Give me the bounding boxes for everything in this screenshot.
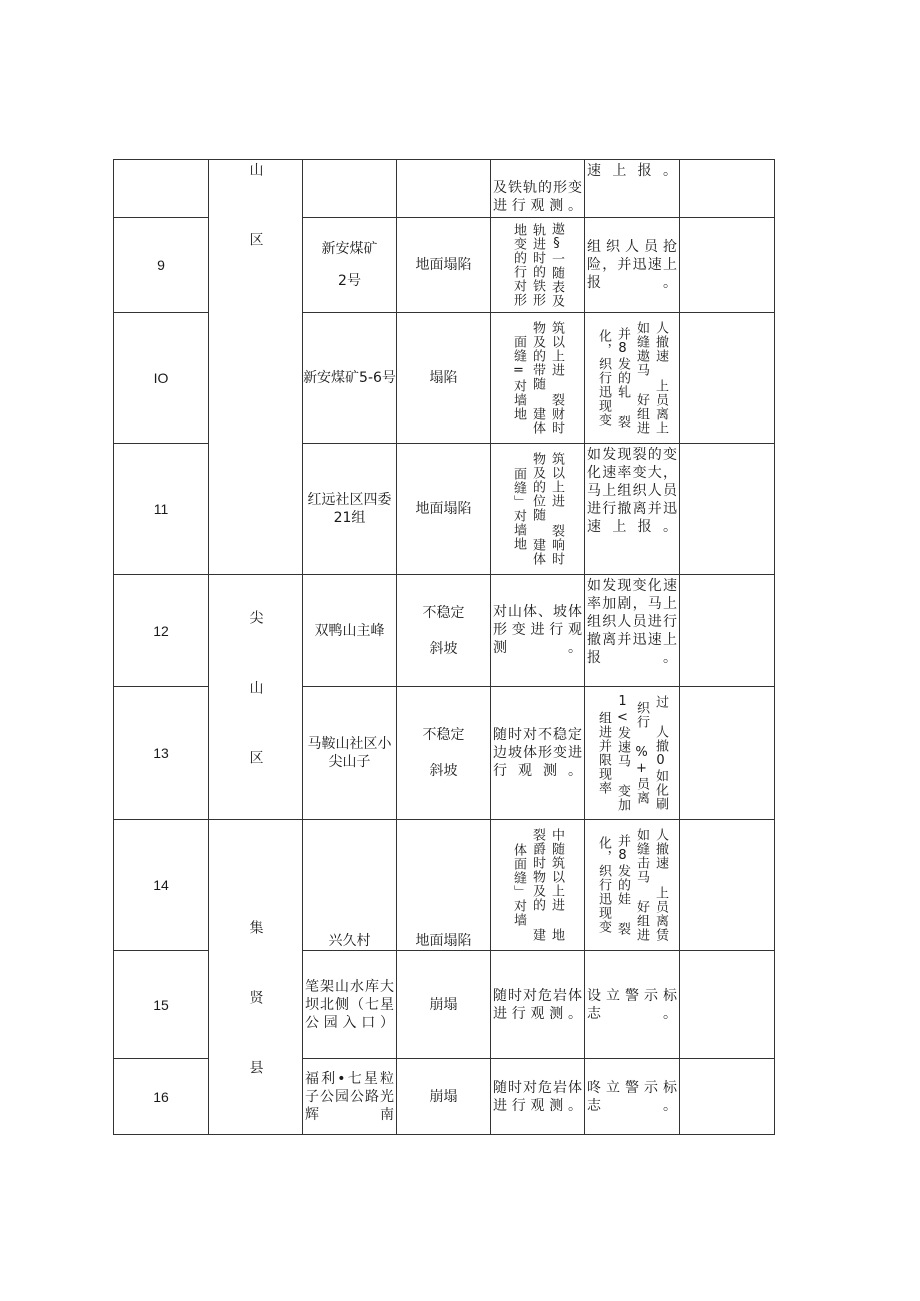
hazard-line: 斜坡	[429, 640, 458, 657]
row-number: IO	[114, 313, 209, 444]
district-label: 集 贤 县	[247, 920, 264, 1094]
location-line: 新安煤矿	[321, 241, 378, 257]
measure-cell	[585, 313, 680, 444]
remark-cell	[680, 444, 775, 575]
row-number: 13	[114, 687, 209, 820]
remark-cell	[680, 218, 775, 313]
location-cell: 新安煤矿5-6号	[303, 313, 397, 444]
measure-cell	[585, 820, 680, 951]
location-cell	[303, 218, 397, 313]
row-number: 12	[114, 575, 209, 687]
row-number: 9	[114, 218, 209, 313]
location-cell: 兴久村	[303, 820, 397, 951]
measure-cell: 咚立警示标志。	[585, 1059, 680, 1135]
monitoring-cell: 随时对不稳定边坡体形变进行观测。	[491, 687, 585, 820]
hazard-cell	[397, 575, 491, 687]
measure-cell: 如发现变化速率加剧，马上组织人员进行撤离并迅速上报。	[585, 575, 680, 687]
monitoring-cell	[491, 313, 585, 444]
monitoring-cell: 及铁轨的形变进行观测。	[491, 160, 585, 218]
measure-cell: 设立警示标志。	[585, 951, 680, 1059]
vertical-text: 遨§一随表及 轨进时的铁形 地变的行对形	[511, 222, 564, 308]
hazard-cell: 塌陷	[397, 313, 491, 444]
hazard-cell: 崩塌	[397, 1059, 491, 1135]
hazard-line: 不稳定	[422, 727, 465, 743]
row-number: 16	[114, 1059, 209, 1135]
district-cell	[209, 575, 303, 820]
remark-cell	[680, 313, 775, 444]
location-cell: 红远社区四委21组	[303, 444, 397, 575]
row-number	[114, 160, 209, 218]
location-cell	[303, 160, 397, 218]
remark-cell	[680, 820, 775, 951]
remark-cell	[680, 687, 775, 820]
district-label: 尖 山 区	[247, 610, 264, 784]
measure-cell: 速上报。	[585, 160, 680, 218]
remark-cell	[680, 575, 775, 687]
district-cell	[209, 820, 303, 1135]
hazard-cell	[397, 687, 491, 820]
hazard-cell	[397, 160, 491, 218]
monitoring-cell: 随时对危岩体进行观测。	[491, 951, 585, 1059]
remark-cell	[680, 160, 775, 218]
remark-cell	[680, 1059, 775, 1135]
hazard-cell: 崩塌	[397, 951, 491, 1059]
vertical-text: 人撤速 上员离上如缝遨马 好组进并8发的轧 裂化，织行迅现变	[596, 321, 668, 435]
hazard-line: 不稳定	[422, 604, 465, 621]
location-line: 2号	[338, 273, 361, 289]
district-cell	[209, 160, 303, 575]
vertical-text: 筑以上进 裂财时物及的带随 建体面缝=对墙地	[511, 321, 564, 435]
location-cell: 双鸭山主峰	[303, 575, 397, 687]
location-cell: 笔架山水库大坝北侧（七星公园入口）	[303, 951, 397, 1059]
row-number: 15	[114, 951, 209, 1059]
row-number: 11	[114, 444, 209, 575]
measure-cell: 如发现裂的变化速率变大，马上组织人员进行撤离并迅速上报。	[585, 444, 680, 575]
monitoring-cell	[491, 444, 585, 575]
location-cell: 福利•七星粒子公园公路光辉南	[303, 1059, 397, 1135]
hazard-table	[113, 159, 775, 1135]
table-row	[114, 575, 775, 687]
hazard-cell: 地面塌陷	[397, 218, 491, 313]
location-cell: 马鞍山社区小尖山子	[303, 687, 397, 820]
vertical-text: 筑以上进 裂响时物及的位随 建体面缝」对墙地	[511, 452, 564, 566]
vertical-text: 人撤速 上员离赁如缝击马 好组进并8发的娃 裂化，织行迅现变	[596, 828, 668, 942]
table-row	[114, 160, 775, 218]
hazard-cell: 地面塌陷	[397, 820, 491, 951]
vertical-text: 中随筑以上进 地裂爵时物及的 建体面缝」对墙	[511, 828, 564, 942]
measure-cell	[585, 687, 680, 820]
measure-cell: 组织人员抢险，并迅速上报。	[585, 218, 680, 313]
monitoring-cell	[491, 218, 585, 313]
hazard-line: 斜坡	[429, 763, 458, 779]
row-number: 14	[114, 820, 209, 951]
table-row	[114, 820, 775, 951]
remark-cell	[680, 951, 775, 1059]
monitoring-cell: 对山体、坡体形变进行观测。	[491, 575, 585, 687]
hazard-cell: 地面塌陷	[397, 444, 491, 575]
vertical-text: 过 人撤0如化刷织行 %+员离1<发速马 变加组进并限现率	[596, 694, 668, 812]
monitoring-cell: 随时对危岩体进行观测。	[491, 1059, 585, 1135]
monitoring-cell	[491, 820, 585, 951]
district-label: 山 区	[247, 162, 264, 266]
